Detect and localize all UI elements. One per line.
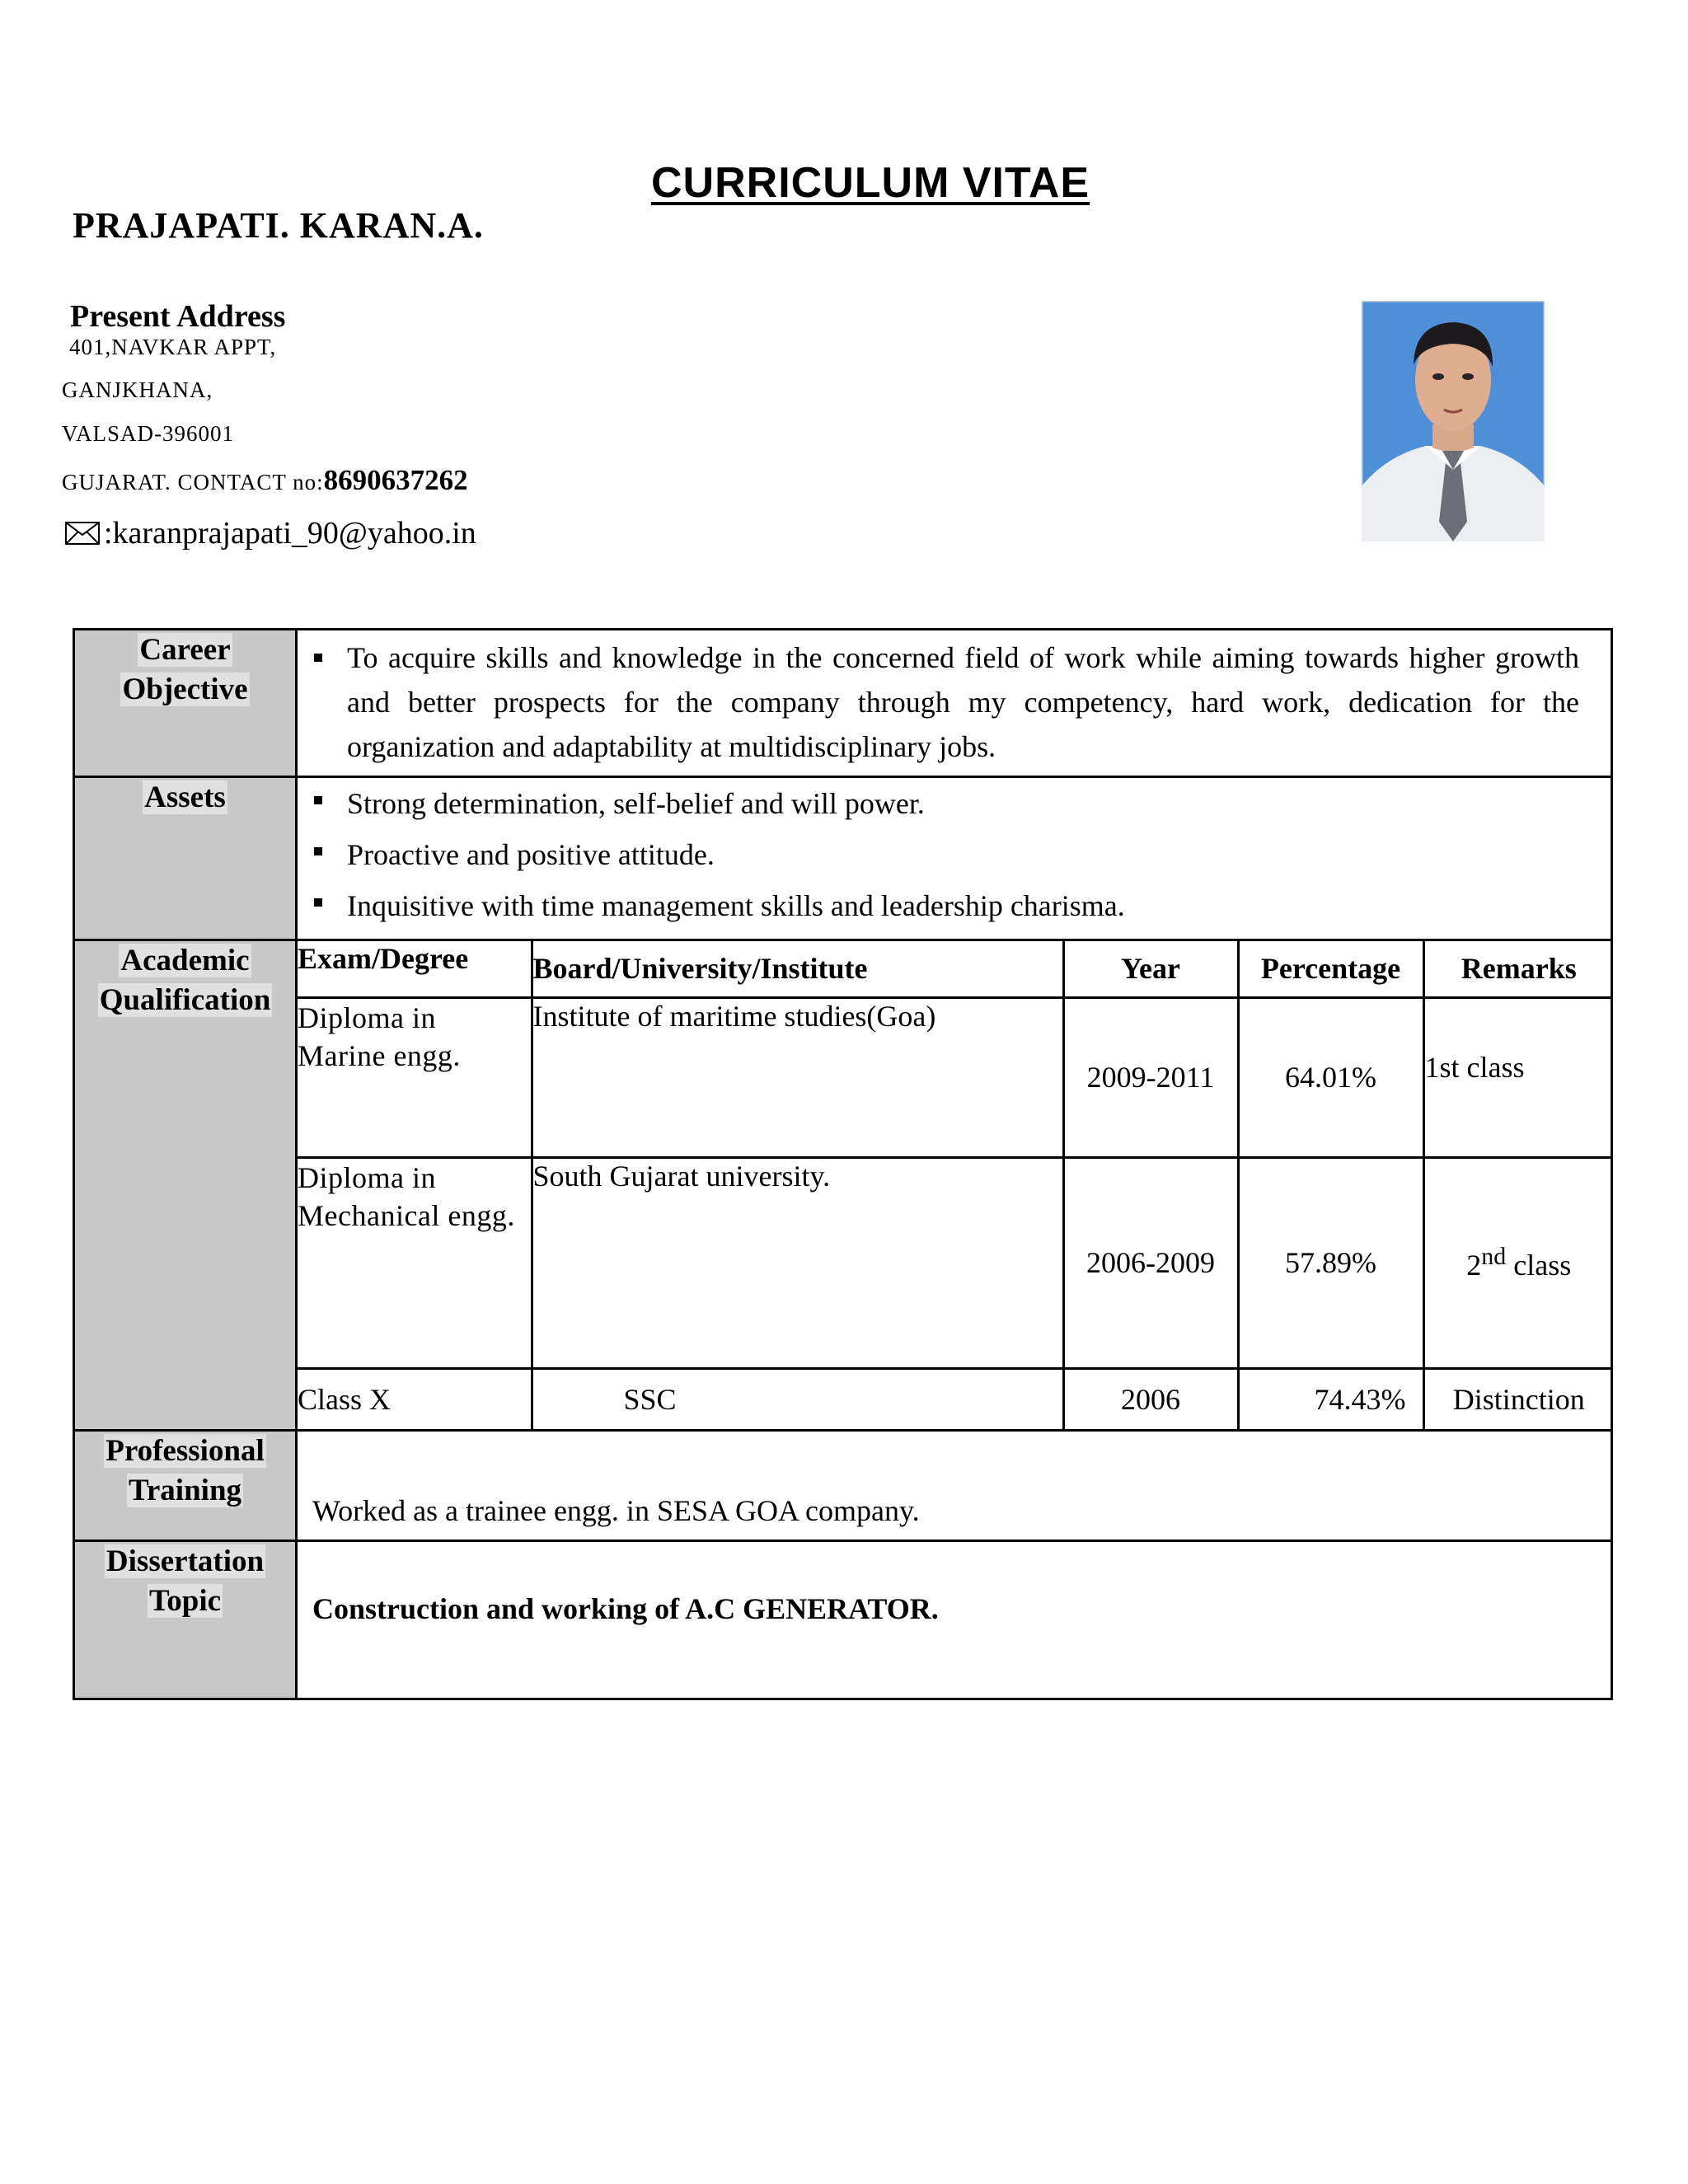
list-item: Strong determination, self-belief and will power. — [314, 778, 1579, 829]
training-row — [74, 1431, 1612, 1541]
list-item: To acquire skills and knowledge in the concerned field of work while aiming towards higher growth and better prospects for the company through my competency, hard work, dedication for the organization and adaptability at multidisciplinary jobs. — [314, 635, 1579, 769]
training-content: Worked as a trainee engg. in SESA GOA company. — [297, 1431, 1612, 1541]
career-objective-label: Career Objective — [74, 630, 297, 777]
remarks-cell: Distinction — [1423, 1368, 1613, 1429]
remarks-cell: 2nd class — [1423, 1157, 1613, 1368]
percentage-cell: 57.89% — [1238, 1157, 1423, 1368]
email-text: :karanprajapati_90@yahoo.in — [104, 516, 476, 551]
assets-list — [298, 778, 1611, 938]
list-item: Proactive and positive attitude. — [314, 829, 1579, 880]
column-header-exam: Exam/Degree — [298, 941, 532, 997]
year-cell: 2006 — [1063, 1368, 1238, 1429]
column-header-year: Year — [1063, 941, 1238, 997]
table-row — [298, 1368, 1613, 1429]
address-line-2: GANJKHANA, — [62, 377, 213, 402]
table-row — [298, 1157, 1613, 1368]
career-objective-row — [74, 630, 1612, 777]
dissertation-content: Construction and working of A.C GENERATOR. — [297, 1541, 1612, 1699]
contact-number: 8690637262 — [323, 464, 468, 496]
training-label: Professional Training — [74, 1431, 297, 1541]
document-title: CURRICULUM VITAE — [651, 159, 1090, 207]
table-row — [298, 997, 1613, 1157]
candidate-name: PRAJAPATI. KARAN.A. — [73, 205, 484, 246]
address-line-3: VALSAD-396001 — [62, 421, 235, 446]
year-cell: 2009-2011 — [1063, 997, 1238, 1157]
board-cell: Institute of maritime studies(Goa) — [532, 997, 1063, 1157]
academic-table — [298, 941, 1613, 1429]
dissertation-label: Dissertation Topic — [74, 1541, 297, 1699]
percentage-cell: 64.01% — [1238, 997, 1423, 1157]
contact-line — [62, 464, 468, 497]
academic-label: Academic Qualification — [74, 940, 297, 1431]
exam-cell: Diploma in Marine engg. — [298, 997, 532, 1157]
address-label: Present Address — [70, 299, 286, 334]
exam-cell: Class X — [298, 1368, 532, 1429]
academic-row — [74, 940, 1612, 1431]
assets-label: Assets — [74, 777, 297, 940]
profile-photo — [1362, 301, 1545, 541]
exam-cell: Diploma in Mechanical engg. — [298, 1157, 532, 1368]
assets-content — [297, 777, 1612, 940]
percentage-cell: 74.43% — [1238, 1368, 1423, 1429]
academic-content — [297, 940, 1612, 1431]
contact-prefix: GUJARAT. CONTACT no: — [62, 470, 324, 494]
email-row — [64, 515, 476, 551]
remarks-cell: 1st class — [1423, 997, 1613, 1157]
envelope-icon — [64, 521, 101, 546]
career-objective-list — [298, 630, 1611, 776]
year-cell: 2006-2009 — [1063, 1157, 1238, 1368]
dissertation-row — [74, 1541, 1612, 1699]
assets-row — [74, 777, 1612, 940]
column-header-board: Board/University/Institute — [532, 941, 1063, 997]
board-cell: South Gujarat university. — [532, 1157, 1063, 1368]
list-item: Inquisitive with time management skills and leadership charisma. — [314, 880, 1579, 931]
column-header-remarks: Remarks — [1423, 941, 1613, 997]
career-objective-content — [297, 630, 1612, 777]
table-header-row — [298, 941, 1613, 997]
cv-table — [73, 628, 1613, 1700]
board-cell: SSC — [532, 1368, 1063, 1429]
address-line-1: 401,NAVKAR APPT, — [69, 335, 277, 359]
column-header-percentage: Percentage — [1238, 941, 1423, 997]
